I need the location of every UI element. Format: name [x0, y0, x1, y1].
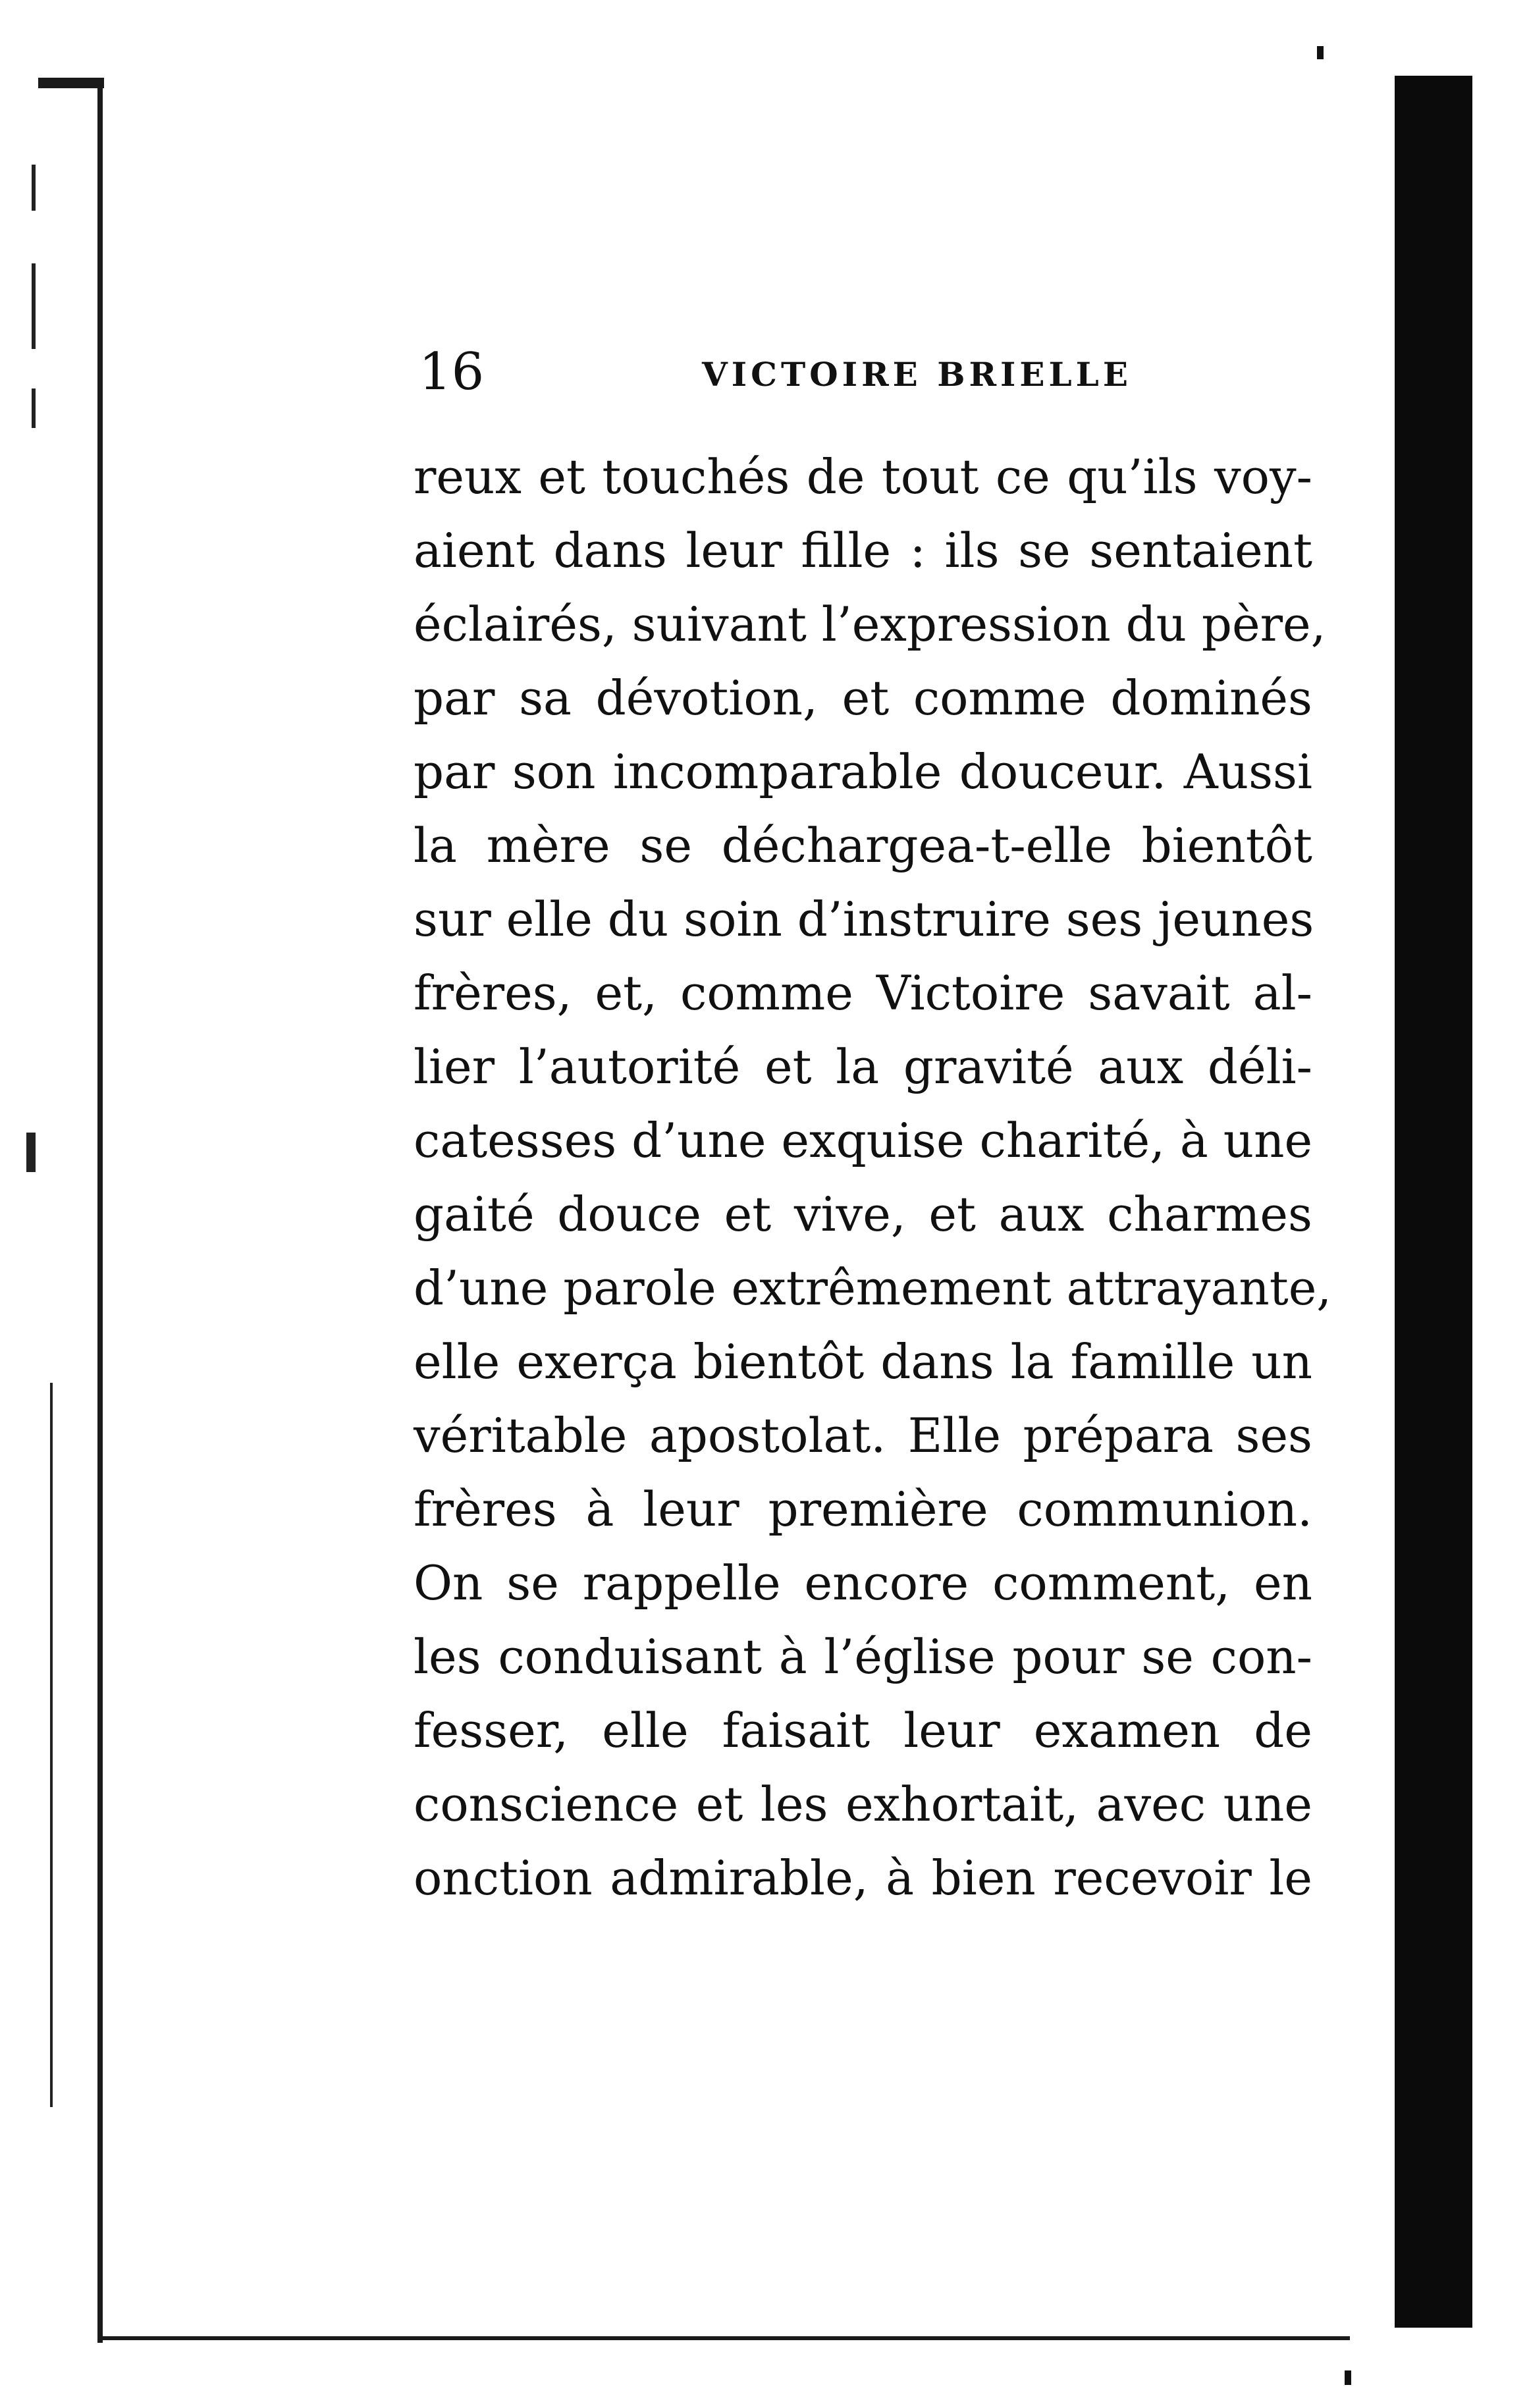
text-line: éclairés, suivant l’expression du père, — [414, 597, 1326, 652]
scan-border-left — [97, 78, 103, 2343]
scan-mark — [50, 1383, 53, 2107]
text-line: elle exerça bientôt dans la famille un — [414, 1334, 1312, 1389]
scan-speck — [1317, 46, 1324, 59]
running-head: VICTOIRE BRIELLE — [702, 355, 1132, 394]
body-text — [414, 440, 1332, 1915]
scan-mark — [32, 263, 36, 349]
scan-border-top-left — [38, 78, 104, 88]
text-line: frères, et, comme Victoire savait al- — [414, 965, 1312, 1021]
text-line: conscience et les exhortait, avec une — [414, 1777, 1312, 1832]
text-line: On se rappelle encore comment, en — [414, 1555, 1312, 1611]
page-number: 16 — [419, 342, 485, 402]
text-line: onction admirable, à bien recevoir le — [414, 1850, 1312, 1906]
scan-dark-edge-right — [1395, 76, 1472, 2328]
text-line: frères à leur première communion. — [414, 1482, 1312, 1537]
text-line: catesses d’une exquise charité, à une — [414, 1113, 1313, 1168]
text-line: la mère se déchargea-t-elle bientôt — [414, 818, 1312, 873]
scan-speck — [1345, 2370, 1351, 2385]
text-line: par sa dévotion, et comme dominés — [414, 670, 1312, 726]
scan-mark — [26, 1133, 36, 1172]
text-line: aient dans leur fille : ils se sentaient — [414, 523, 1312, 578]
text-line: sur elle du soin d’instruire ses jeunes — [414, 892, 1314, 947]
text-line: véritable apostolat. Elle prépara ses — [414, 1408, 1312, 1463]
scan-mark — [32, 388, 36, 428]
text-line: d’une parole extrêmement attrayante, — [414, 1260, 1332, 1316]
page-header — [419, 342, 1308, 402]
text-line: par son incomparable douceur. Aussi — [414, 744, 1312, 799]
scan-mark — [32, 165, 36, 211]
text-line: reux et touchés de tout ce qu’ils voy- — [414, 449, 1312, 504]
text-line: lier l’autorité et la gravité aux déli- — [414, 1039, 1312, 1094]
text-line: gaité douce et vive, et aux charmes — [414, 1187, 1312, 1242]
text-line: fesser, elle faisait leur examen de — [414, 1703, 1312, 1758]
scan-border-bottom — [99, 2336, 1350, 2340]
text-line: les conduisant à l’église pour se con- — [414, 1629, 1312, 1684]
